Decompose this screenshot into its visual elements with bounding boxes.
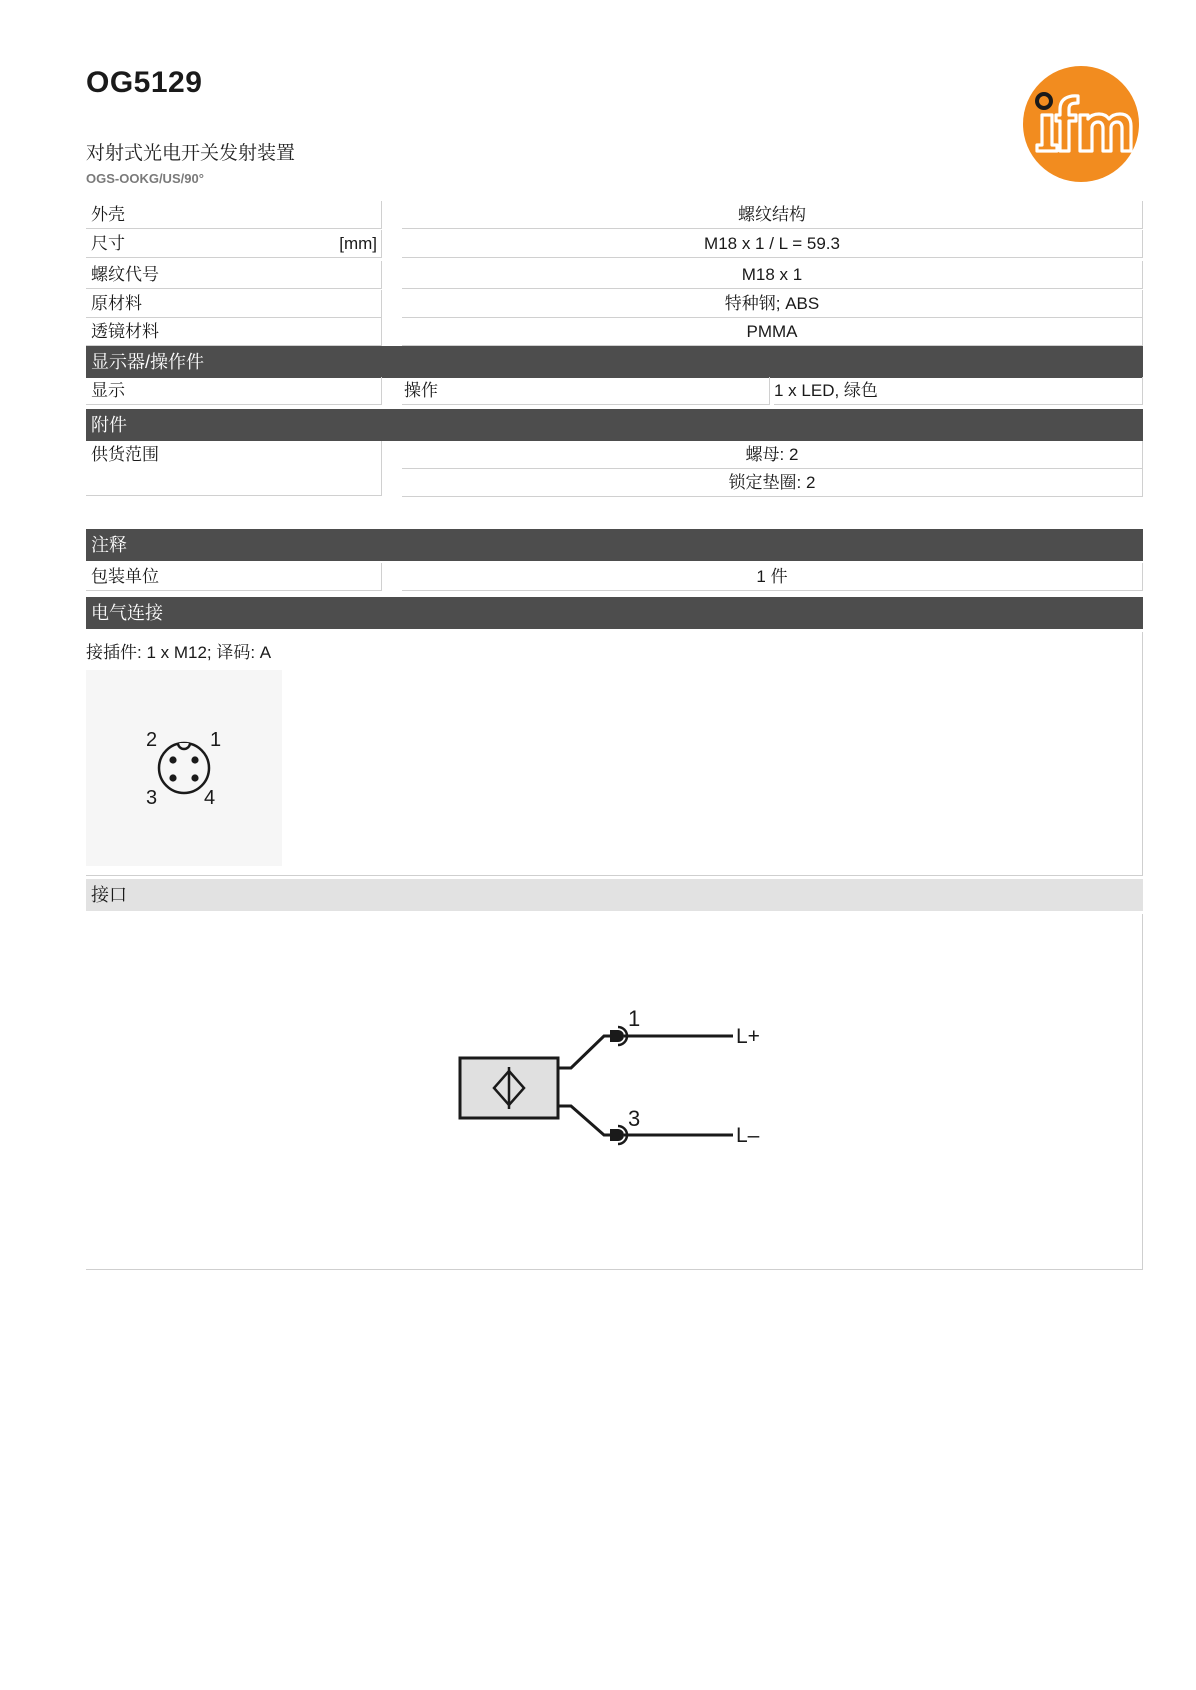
section-interface: 接口 (86, 879, 1143, 911)
wire-signal-label: L– (736, 1124, 760, 1147)
dimensions-value: M18 x 1 / L = 59.3 (402, 230, 1143, 258)
product-subtitle: 对射式光电开关发射装置 (86, 143, 296, 164)
pin-label: 3 (146, 787, 158, 809)
product-code: OGS-OOKG/US/90° (86, 171, 204, 186)
display-label: 显示 (86, 377, 382, 405)
connector-pin-icon (610, 1030, 624, 1042)
dimensions-label-text: 尺寸 (91, 234, 125, 253)
svg-text:ifm: ifm (1022, 65, 1024, 66)
section-display: 显示器/操作件 (86, 346, 1143, 378)
housing-value: 螺纹结构 (402, 201, 1143, 229)
section-notes: 注释 (86, 529, 1143, 561)
packaging-label: 包装单位 (86, 563, 382, 591)
lens-value: PMMA (402, 318, 1143, 346)
thread-value: M18 x 1 (402, 261, 1143, 289)
m12-connector-icon (86, 670, 282, 866)
delivery-item: 锁定垫圈: 2 (402, 469, 1143, 497)
thread-label: 螺纹代号 (86, 261, 382, 289)
dimensions-label (86, 230, 382, 258)
material-value: 特种钢; ABS (402, 290, 1143, 318)
material-label: 原材料 (86, 290, 382, 318)
housing-label: 外壳 (86, 201, 382, 229)
dimensions-unit: [mm] (339, 234, 377, 253)
pin-label: 4 (204, 787, 216, 809)
section-accessories: 附件 (86, 409, 1143, 441)
wire-signal-label: L+ (736, 1025, 760, 1048)
wiring-diagram (458, 1005, 788, 1180)
wire-pin-label: 3 (628, 1106, 641, 1131)
section-electrical: 电气连接 (86, 597, 1143, 629)
wire-pin-label: 1 (628, 1006, 641, 1031)
operation-label: 操作 (402, 377, 770, 405)
operation-value: 1 x LED, 绿色 (774, 377, 1143, 405)
delivery-item: 螺母: 2 (402, 441, 1143, 469)
connector-pin-icon (610, 1129, 624, 1141)
m12-pin-diagram (86, 670, 282, 866)
pin-label: 1 (210, 729, 222, 751)
pin-label: 2 (146, 729, 158, 751)
ifm-logo (1022, 65, 1140, 183)
packaging-value: 1 件 (402, 563, 1143, 591)
delivery-label: 供货范围 (86, 441, 382, 496)
connector-text: 接插件: 1 x M12; 译码: A (86, 643, 272, 662)
lens-label: 透镜材料 (86, 318, 382, 346)
product-title: OG5129 (86, 66, 203, 99)
